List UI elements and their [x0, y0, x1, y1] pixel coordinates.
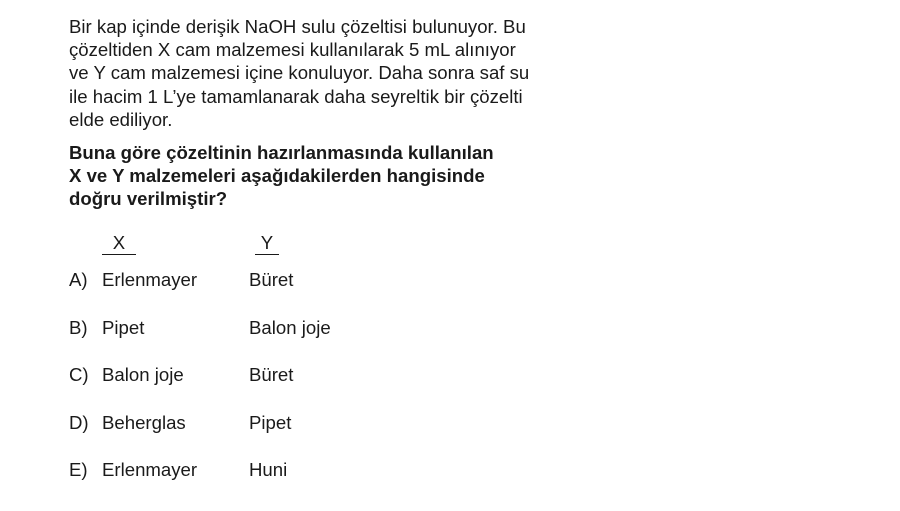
stem-line: ve Y cam malzemesi içine konuluyor. Daha sonra saf su — [69, 62, 530, 84]
column-header-y — [255, 232, 279, 254]
prompt-line: X ve Y malzemeleri aşağıdakilerden hangisinde — [69, 165, 485, 187]
prompt-line: Buna göre çözeltinin hazırlanmasında kullanılan — [69, 142, 494, 163]
question-stem — [69, 15, 569, 131]
option-letter: B) — [69, 317, 88, 338]
option-x-value: Balon joje — [102, 364, 184, 385]
option-y-value: Huni — [249, 459, 288, 480]
column-header-y-underline — [255, 254, 279, 256]
option-letter: C) — [69, 364, 89, 385]
stem-line: elde ediliyor. — [69, 108, 173, 130]
stem-line: ile hacim 1 L’ye tamamlanarak daha seyreltik bir çözelti — [69, 85, 523, 107]
option-x-value: Beherglas — [102, 412, 186, 433]
option-y-value: Pipet — [249, 412, 292, 433]
question-prompt — [69, 141, 569, 211]
option-x-value: Erlenmayer — [102, 269, 198, 290]
column-header-x — [102, 232, 136, 254]
stem-line: Bir kap içinde derişik NaOH sulu çözeltisi bulunuyor. Bu — [69, 16, 526, 37]
option-y-value: Büret — [249, 269, 294, 290]
option-x-value: Erlenmayer — [102, 459, 198, 480]
option-y-value: Balon joje — [249, 317, 331, 338]
option-letter: E) — [69, 459, 88, 480]
option-y-value: Büret — [249, 364, 294, 385]
option-letter: A) — [69, 269, 88, 290]
prompt-line: doğru verilmiştir? — [69, 188, 228, 210]
column-header-y-label: Y — [260, 232, 274, 253]
option-x-value: Pipet — [102, 317, 145, 338]
column-header-x-underline — [102, 254, 136, 256]
stem-line: çözeltiden X cam malzemesi kullanılarak 5 mL alınıyor — [69, 39, 516, 61]
option-letter: D) — [69, 412, 89, 433]
column-header-x-label: X — [112, 232, 126, 253]
